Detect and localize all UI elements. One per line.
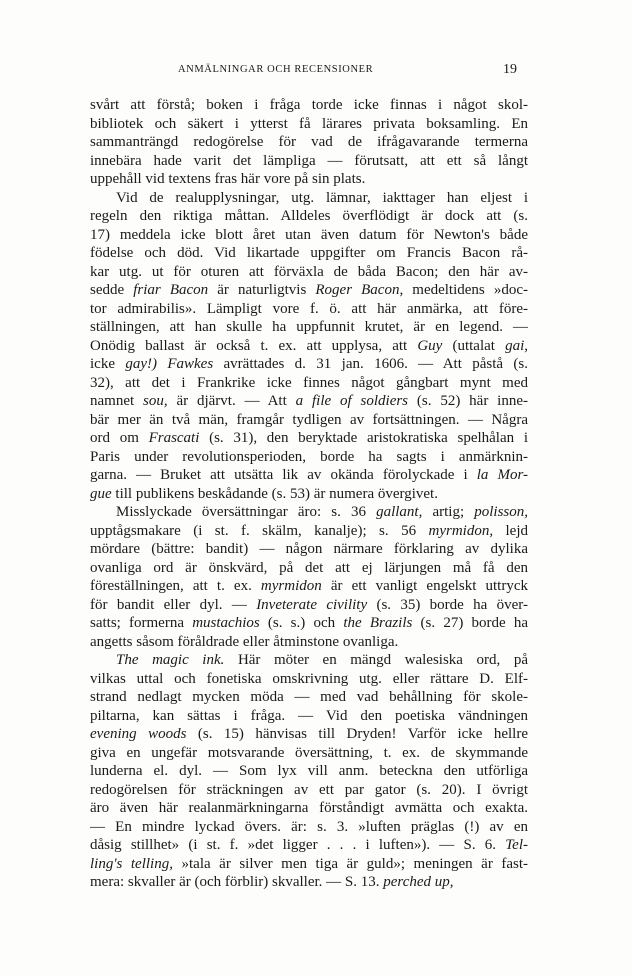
text-run: sammanträngd redogörelse för vad de ifrågavarande termerna bbox=[90, 134, 528, 150]
text-run: sedde bbox=[90, 282, 134, 298]
text-line bbox=[90, 670, 528, 689]
text-line bbox=[90, 503, 528, 522]
text-line bbox=[90, 651, 528, 670]
text-run: (s. s.) och bbox=[259, 615, 344, 631]
page-number: 19 bbox=[503, 62, 517, 77]
text-run: medeltidens »doc- bbox=[403, 282, 528, 298]
text-run: är ett vanligt engelskt uttryck bbox=[321, 578, 528, 594]
italic-text: friar Bacon bbox=[133, 282, 209, 298]
body-text bbox=[90, 96, 528, 892]
text-line bbox=[90, 355, 528, 374]
text-run: »tala är silver men tiga är guld»; meningen är fast- bbox=[172, 855, 528, 872]
paragraph bbox=[90, 503, 528, 651]
text-line bbox=[90, 337, 528, 356]
text-run: angetts såsom föråldrade eller åtminstone ovanliga. bbox=[90, 633, 399, 650]
text-run: kar utg. ut för oturen att förväxla de båda Bacon; den här av- bbox=[90, 263, 528, 280]
text-line bbox=[90, 818, 528, 837]
text-run: artig; bbox=[422, 504, 475, 520]
italic-text: Tel- bbox=[505, 837, 528, 853]
text-line bbox=[90, 448, 528, 467]
text-run: Här möter en mängd walesiska ord, på bbox=[224, 652, 528, 668]
text-line bbox=[90, 152, 528, 171]
text-run: redogörelsen för sträckningen av ett par gator (s. 20). I övrigt bbox=[90, 781, 528, 798]
text-run: (s. 35) borde ha över- bbox=[367, 596, 528, 613]
text-line bbox=[90, 263, 528, 282]
text-run: lunderna el. dyl. — Som lyx vill anm. beteckna den utförliga bbox=[90, 763, 528, 779]
text-run: innebära hade varit det lämpliga — förutsatt, att ett så långt bbox=[90, 152, 528, 169]
text-line bbox=[90, 522, 528, 541]
text-run: (s. 52) här inne- bbox=[408, 393, 528, 409]
text-line bbox=[90, 485, 528, 504]
italic-text: gallant, bbox=[376, 504, 423, 520]
text-line bbox=[90, 226, 528, 245]
text-run: lejd bbox=[493, 522, 528, 539]
italic-text: myrmidon, bbox=[428, 522, 494, 539]
text-run: mera: skvaller är (och förblir) skvaller. — S. 13. bbox=[90, 874, 384, 890]
text-run: uppehåll vid textens fras här vore på sin plats. bbox=[90, 171, 366, 187]
text-line bbox=[90, 707, 528, 726]
text-line bbox=[90, 540, 528, 559]
text-run: namnet bbox=[90, 393, 144, 409]
italic-text: polisson, bbox=[474, 504, 528, 520]
text-run: Onödig ballast är också t. ex. att upplysa, att bbox=[90, 337, 418, 354]
text-run: svårt att förstå; boken i fråga torde icke finnas i något skol- bbox=[90, 97, 528, 113]
text-run: bibliotek och säkert i ytterst få lärares privata boksamling. En bbox=[90, 115, 528, 132]
text-line bbox=[90, 300, 528, 319]
italic-text: Inveterate civility bbox=[256, 596, 368, 613]
text-line bbox=[90, 614, 528, 633]
text-run: 17) meddela icke blott året utan även datum för Newton's både bbox=[90, 226, 528, 243]
text-line bbox=[90, 577, 528, 596]
text-line bbox=[90, 170, 528, 189]
italic-text: Guy bbox=[417, 337, 443, 354]
text-run: äro även här realanmärkningarna förståndigt avmätta och exakta. bbox=[90, 800, 528, 816]
text-line bbox=[90, 836, 528, 855]
text-run: — En mindre lyckad övers. är: s. 3. »luften präglas (!) av en bbox=[90, 818, 528, 835]
text-run: satts; formerna bbox=[90, 615, 193, 631]
text-run: är naturligtvis bbox=[208, 282, 316, 298]
text-line bbox=[90, 96, 528, 115]
text-line bbox=[90, 281, 528, 300]
italic-text: ling's telling, bbox=[90, 855, 173, 872]
text-run: 32), att det i Frankrike icke finnes något gångbart mynt med bbox=[90, 374, 528, 391]
text-line bbox=[90, 855, 528, 874]
text-line bbox=[90, 799, 528, 818]
italic-text: Frascati bbox=[148, 430, 200, 446]
text-line bbox=[90, 411, 528, 430]
text-line bbox=[90, 559, 528, 578]
italic-text: myrmidon bbox=[260, 578, 322, 594]
text-run: (uttalat bbox=[442, 337, 506, 354]
text-run: tor admirabilis». Lämpligt vore f. ö. att här anmärka, att före- bbox=[90, 300, 528, 317]
text-run: ord om bbox=[90, 430, 149, 446]
text-run: strand nedlagt mycken möda — med vad behållning för skole- bbox=[90, 689, 528, 705]
text-line bbox=[90, 244, 528, 263]
text-line bbox=[90, 633, 528, 652]
text-run: giva en ungefär motsvarande översättning, t. ex. de skymmande bbox=[90, 744, 528, 761]
text-run: icke bbox=[90, 356, 126, 372]
text-run: dåsig stillhet» (i st. f. »det ligger . . . i luften»). — S. 6. bbox=[90, 837, 506, 853]
text-line bbox=[90, 688, 528, 707]
italic-text: Roger Bacon, bbox=[315, 282, 404, 298]
italic-text: perched up, bbox=[383, 874, 454, 890]
text-run: till publikens beskådande (s. 53) är numera övergivet. bbox=[111, 485, 438, 502]
text-run: mördare (bättre: bandit) — någon närmare förklaring av dylika bbox=[90, 541, 528, 557]
text-run: Paris under revolutionsperioden, borde ha sagts i anmärknin- bbox=[90, 448, 528, 465]
text-run: upptågsmakare (i st. f. skälm, kanalje); s. 56 bbox=[90, 522, 429, 539]
italic-text: gai, bbox=[505, 337, 528, 354]
paragraph bbox=[90, 96, 528, 189]
text-line bbox=[90, 429, 528, 448]
running-head: ANMÄLNINGAR OCH RECENSIONER bbox=[178, 64, 374, 75]
text-run: piltarna, kan sättas i fråga. — Vid den poetiska vändningen bbox=[90, 707, 528, 724]
text-line bbox=[90, 392, 528, 411]
italic-text: a file of soldiers bbox=[295, 393, 409, 409]
text-line bbox=[90, 115, 528, 134]
paragraph bbox=[90, 651, 528, 892]
text-run: (s. 27) borde ha bbox=[412, 615, 528, 631]
text-line bbox=[90, 189, 528, 208]
italic-text: gay!) Fawkes bbox=[125, 356, 214, 372]
text-run: regeln den riktiga måttan. Alldeles överflödigt är dock att (s. bbox=[90, 208, 528, 224]
italic-text: mustachios bbox=[192, 615, 260, 631]
text-run: födelse och död. Vid likartade uppgifter om Francis Bacon rå- bbox=[90, 245, 528, 261]
text-run: avrättades d. 31 jan. 1606. — Att påstå (s. bbox=[213, 356, 528, 372]
text-run: garna. — Bruket att utsätta lik av okända förolyckade i bbox=[90, 467, 477, 483]
text-line bbox=[90, 318, 528, 337]
text-run: bär mer än två män, framgår tydligen av fortsättningen. — Några bbox=[90, 411, 528, 428]
text-line bbox=[90, 873, 528, 892]
italic-text: The magic ink. bbox=[116, 652, 225, 668]
italic-text: la Mor- bbox=[476, 467, 528, 483]
text-run: Vid de realupplysningar, utg. lämnar, iakttager han eljest i bbox=[116, 189, 528, 206]
text-line bbox=[90, 374, 528, 393]
text-run: Misslyckade översättningar äro: s. 36 bbox=[116, 504, 377, 520]
paragraph bbox=[90, 189, 528, 504]
text-run: ställningen, att han skulle ha uppfunnit krutet, är en legend. — bbox=[90, 319, 528, 335]
text-run: ovanliga ord är önskvärd, på det att ej lärjungen må få den bbox=[90, 559, 528, 576]
italic-text: sou, bbox=[143, 393, 168, 409]
text-run: för bandit eller dyl. — bbox=[90, 596, 257, 613]
text-line bbox=[90, 781, 528, 800]
text-run: är djärvt. — Att bbox=[167, 393, 296, 409]
text-run: vilkas uttal och fonetiska omskrivning utg. eller rättare D. Elf- bbox=[90, 670, 528, 687]
italic-text: the Brazils bbox=[343, 615, 413, 631]
italic-text: gue bbox=[90, 485, 112, 502]
text-line bbox=[90, 762, 528, 781]
text-run: föreställningen, att t. ex. bbox=[90, 578, 261, 594]
text-line bbox=[90, 207, 528, 226]
text-line bbox=[90, 466, 528, 485]
italic-text: evening woods bbox=[90, 726, 187, 742]
text-line bbox=[90, 596, 528, 615]
text-line bbox=[90, 744, 528, 763]
text-line bbox=[90, 133, 528, 152]
text-run: (s. 15) hänvisas till Dryden! Varför icke hellre bbox=[186, 726, 528, 742]
text-run: (s. 31), den beryktade aristokratiska spelhålan i bbox=[199, 430, 528, 446]
text-line bbox=[90, 725, 528, 744]
